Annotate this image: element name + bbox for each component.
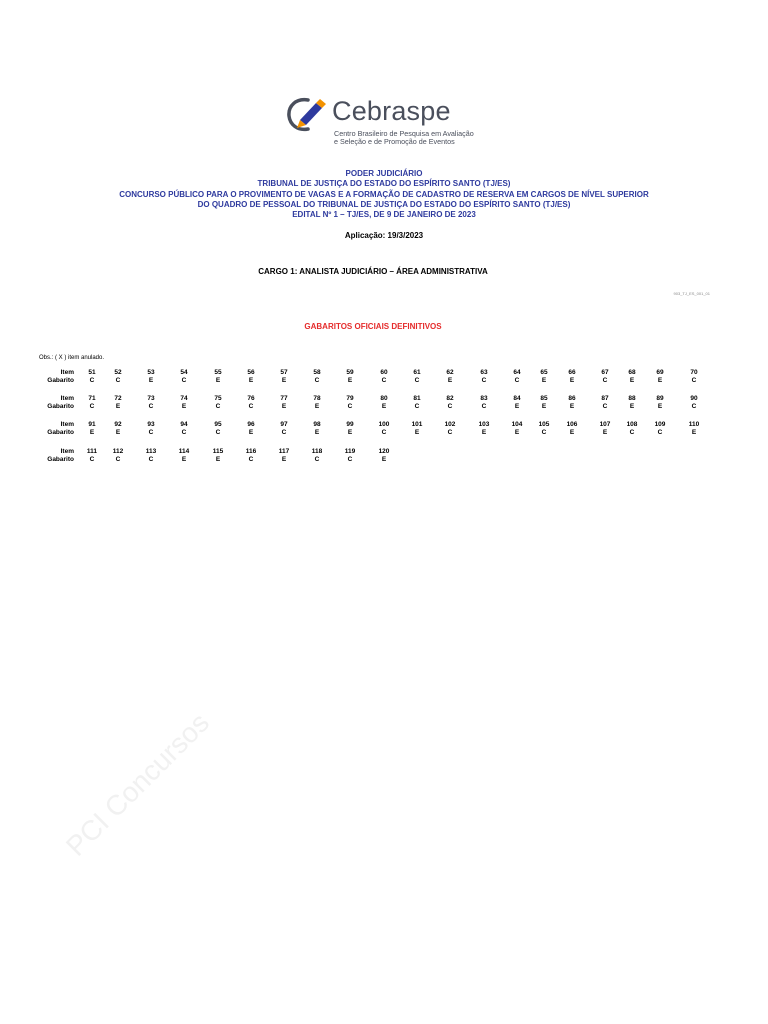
item-number: 112 xyxy=(112,448,124,455)
item-answer: C xyxy=(248,456,254,463)
item-number: 66 xyxy=(568,369,576,376)
item-answer: E xyxy=(541,377,547,384)
item-answer: E xyxy=(181,456,187,463)
item-number: 114 xyxy=(178,448,190,455)
item-answer: E xyxy=(602,429,608,436)
item-answer: C xyxy=(314,456,320,463)
item-number: 65 xyxy=(540,369,548,376)
item-answer: E xyxy=(248,377,254,384)
item-number: 110 xyxy=(688,421,700,428)
item-answer: C xyxy=(691,377,697,384)
item-answer: C xyxy=(89,403,95,410)
item-number: 89 xyxy=(656,395,664,402)
item-answer: E xyxy=(248,429,254,436)
item-answer: C xyxy=(381,377,387,384)
gabarito-title: GABARITOS OFICIAIS DEFINITIVOS xyxy=(304,322,442,331)
item-answer: E xyxy=(314,403,320,410)
item-number: 94 xyxy=(180,421,188,428)
item-answer: E xyxy=(569,429,575,436)
item-number: 62 xyxy=(446,369,454,376)
item-answer: E xyxy=(347,377,353,384)
answer-block-1 xyxy=(0,368,768,388)
item-answer: C xyxy=(447,429,453,436)
item-answer: E xyxy=(381,403,387,410)
item-number: 99 xyxy=(346,421,354,428)
item-answer: E xyxy=(691,429,697,436)
item-number: 70 xyxy=(690,369,698,376)
gabarito-label: Gabarito xyxy=(47,377,74,384)
item-number: 109 xyxy=(654,421,666,428)
cebraspe-logo xyxy=(286,94,486,152)
item-number: 53 xyxy=(147,369,155,376)
item-number: 78 xyxy=(313,395,321,402)
item-answer: E xyxy=(314,429,320,436)
item-answer: E xyxy=(657,377,663,384)
item-answer: E xyxy=(148,377,154,384)
item-answer: E xyxy=(447,377,453,384)
item-number: 93 xyxy=(147,421,155,428)
item-label: Item xyxy=(60,448,74,455)
item-number: 116 xyxy=(245,448,257,455)
item-answer: E xyxy=(629,377,635,384)
item-number: 74 xyxy=(180,395,188,402)
item-answer: C xyxy=(347,403,353,410)
item-answer: C xyxy=(381,429,387,436)
item-number: 106 xyxy=(566,421,578,428)
document-header xyxy=(0,169,768,220)
logo-subtitle-line2: e Seleção e de Promoção de Eventos xyxy=(334,137,455,147)
header-line-3: CONCURSO PÚBLICO PARA O PROVIMENTO DE VAGAS E A FORMAÇÃO DE CADASTRO DE RESERVA EM CARGOS DE NÍVEL SUPERIOR xyxy=(119,189,649,199)
item-answer: C xyxy=(541,429,547,436)
item-number: 96 xyxy=(247,421,255,428)
item-number: 83 xyxy=(480,395,488,402)
item-number: 117 xyxy=(278,448,290,455)
item-number: 86 xyxy=(568,395,576,402)
item-number: 90 xyxy=(690,395,698,402)
item-number: 72 xyxy=(114,395,122,402)
header-line-5: EDITAL Nº 1 – TJ/ES, DE 9 DE JANEIRO DE 2023 xyxy=(292,210,476,220)
item-answer: C xyxy=(281,429,287,436)
item-answer: C xyxy=(215,429,221,436)
watermark: PCI Concursos xyxy=(60,706,216,862)
item-answer: C xyxy=(481,377,487,384)
item-number: 84 xyxy=(513,395,521,402)
item-number: 64 xyxy=(513,369,521,376)
item-answer: E xyxy=(569,377,575,384)
item-answer: E xyxy=(89,429,95,436)
item-answer: E xyxy=(181,403,187,410)
item-number: 82 xyxy=(446,395,454,402)
item-label: Item xyxy=(60,421,74,428)
item-number: 85 xyxy=(540,395,548,402)
gabarito-label: Gabarito xyxy=(47,456,74,463)
item-answer: C xyxy=(447,403,453,410)
item-number: 75 xyxy=(214,395,222,402)
item-answer: C xyxy=(314,377,320,384)
header-line-4: DO QUADRO DE PESSOAL DO TRIBUNAL DE JUSTIÇA DO ESTADO DO ESPÍRITO SANTO (TJ/ES) xyxy=(197,199,571,209)
item-answer: E xyxy=(281,456,287,463)
item-number: 77 xyxy=(280,395,288,402)
cargo-title: CARGO 1: ANALISTA JUDICIÁRIO – ÁREA ADMINISTRATIVA xyxy=(258,267,488,276)
item-number: 63 xyxy=(480,369,488,376)
item-answer: E xyxy=(281,377,287,384)
item-number: 81 xyxy=(413,395,421,402)
item-answer: E xyxy=(281,403,287,410)
gabarito-label: Gabarito xyxy=(47,403,74,410)
item-label: Item xyxy=(60,395,74,402)
item-number: 71 xyxy=(88,395,96,402)
item-number: 98 xyxy=(313,421,321,428)
item-number: 91 xyxy=(88,421,96,428)
item-number: 111 xyxy=(86,448,98,455)
item-number: 80 xyxy=(380,395,388,402)
item-answer: E xyxy=(215,377,221,384)
item-answer: C xyxy=(181,429,187,436)
item-answer: E xyxy=(481,429,487,436)
item-number: 58 xyxy=(313,369,321,376)
item-number: 88 xyxy=(628,395,636,402)
document-code: 903_TJ_ES_001_01 xyxy=(673,291,710,296)
aplicacao-date: Aplicação: 19/3/2023 xyxy=(344,231,424,240)
item-number: 101 xyxy=(411,421,423,428)
item-number: 120 xyxy=(378,448,390,455)
item-number: 104 xyxy=(511,421,523,428)
item-answer: C xyxy=(514,377,520,384)
item-answer: E xyxy=(514,429,520,436)
item-answer: C xyxy=(215,403,221,410)
header-line-2: TRIBUNAL DE JUSTIÇA DO ESTADO DO ESPÍRITO SANTO (TJ/ES) xyxy=(257,179,511,189)
item-answer: C xyxy=(181,377,187,384)
header-line-1: PODER JUDICIÁRIO xyxy=(345,169,423,178)
item-number: 55 xyxy=(214,369,222,376)
item-answer: C xyxy=(414,403,420,410)
item-answer: E xyxy=(115,429,121,436)
item-number: 103 xyxy=(478,421,490,428)
item-answer: E xyxy=(569,403,575,410)
item-answer: C xyxy=(115,377,121,384)
item-answer: E xyxy=(381,456,387,463)
item-answer: E xyxy=(347,429,353,436)
cebraspe-emblem-icon xyxy=(286,94,334,134)
item-number: 52 xyxy=(114,369,122,376)
answer-block-4 xyxy=(0,447,768,467)
answer-block-2 xyxy=(0,394,768,414)
logo-subtitle-line1: Centro Brasileiro de Pesquisa em Avaliação xyxy=(334,129,474,138)
obs-note: Obs.: ( X ) item anulado. xyxy=(39,355,105,361)
item-answer: C xyxy=(347,456,353,463)
item-number: 115 xyxy=(212,448,224,455)
item-number: 119 xyxy=(344,448,356,455)
item-number: 100 xyxy=(378,421,390,428)
item-number: 79 xyxy=(346,395,354,402)
item-number: 57 xyxy=(280,369,288,376)
item-answer: C xyxy=(248,403,254,410)
item-answer: E xyxy=(215,456,221,463)
item-number: 61 xyxy=(413,369,421,376)
item-number: 51 xyxy=(88,369,96,376)
item-answer: E xyxy=(514,403,520,410)
item-number: 95 xyxy=(214,421,222,428)
item-answer: C xyxy=(602,403,608,410)
item-number: 73 xyxy=(147,395,155,402)
item-answer: E xyxy=(541,403,547,410)
item-number: 59 xyxy=(346,369,354,376)
item-answer: C xyxy=(148,456,154,463)
item-number: 97 xyxy=(280,421,288,428)
item-answer: E xyxy=(414,429,420,436)
item-answer: C xyxy=(89,456,95,463)
item-answer: C xyxy=(89,377,95,384)
item-answer: C xyxy=(602,377,608,384)
answer-block-3 xyxy=(0,420,768,440)
item-number: 92 xyxy=(114,421,122,428)
item-number: 54 xyxy=(180,369,188,376)
item-answer: E xyxy=(115,403,121,410)
item-number: 67 xyxy=(601,369,609,376)
item-answer: C xyxy=(148,429,154,436)
item-number: 107 xyxy=(599,421,611,428)
item-label: Item xyxy=(60,369,74,376)
item-number: 56 xyxy=(247,369,255,376)
item-answer: E xyxy=(629,403,635,410)
item-number: 102 xyxy=(444,421,456,428)
item-number: 60 xyxy=(380,369,388,376)
item-number: 69 xyxy=(656,369,664,376)
item-answer: C xyxy=(148,403,154,410)
item-answer: C xyxy=(657,429,663,436)
item-number: 108 xyxy=(626,421,638,428)
item-number: 118 xyxy=(311,448,323,455)
item-number: 113 xyxy=(145,448,157,455)
item-answer: C xyxy=(691,403,697,410)
item-answer: C xyxy=(481,403,487,410)
item-answer: C xyxy=(414,377,420,384)
logo-name: Cebraspe xyxy=(332,96,451,126)
item-number: 68 xyxy=(628,369,636,376)
item-answer: C xyxy=(115,456,121,463)
item-number: 87 xyxy=(601,395,609,402)
logo-subtitle xyxy=(334,130,474,147)
gabarito-label: Gabarito xyxy=(47,429,74,436)
item-number: 105 xyxy=(538,421,550,428)
item-number: 76 xyxy=(247,395,255,402)
item-answer: C xyxy=(629,429,635,436)
item-answer: E xyxy=(657,403,663,410)
